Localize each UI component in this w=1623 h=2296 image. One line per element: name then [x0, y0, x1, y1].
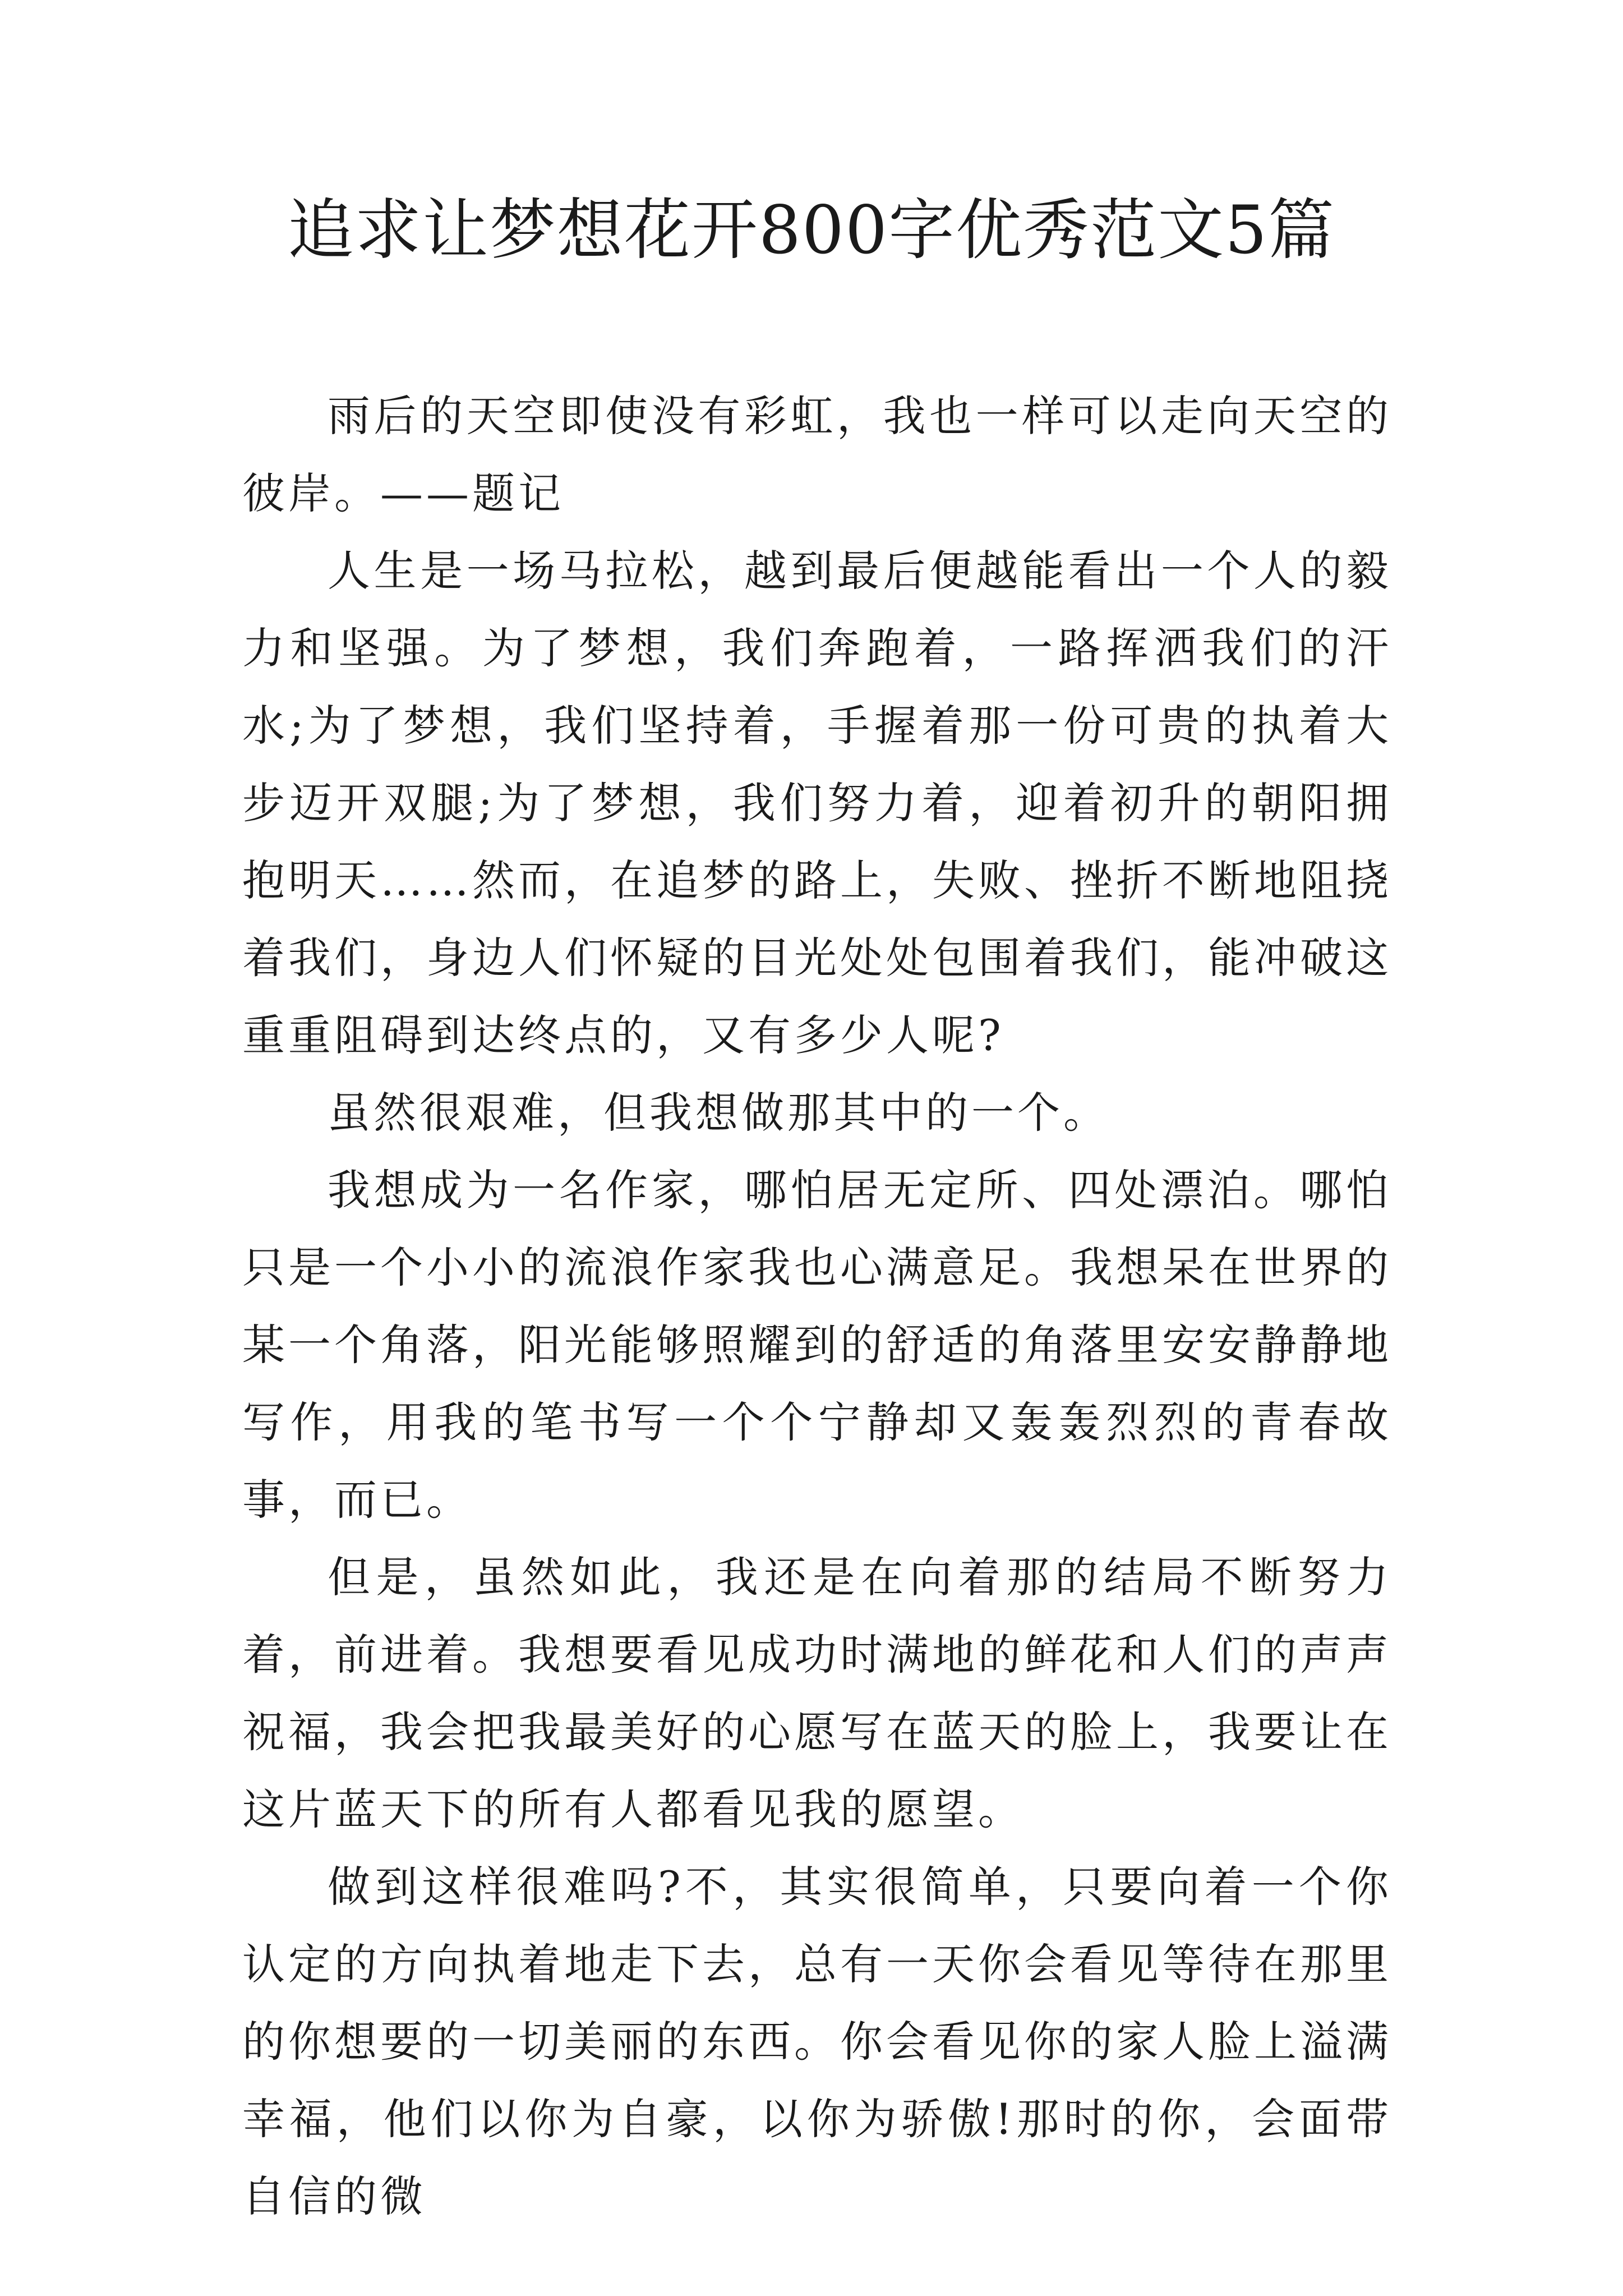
document-title: 追求让梦想花开800字优秀范文5篇	[287, 191, 1336, 269]
paragraph-resolve: 虽然很艰难，但我想做那其中的一个。	[328, 1088, 1109, 1138]
paragraph-effort: 但是，虽然如此，我还是在向着那的结局不断努力着，前进着。我想要看见成功时满地的鲜花和人们的声声祝福，我会把我最美好的心愿写在蓝天的脸上，我要让在这片蓝天下的所有人都看见我的愿望。	[242, 1552, 1392, 1834]
paragraph-writer-dream: 我想成为一名作家，哪怕居无定所、四处漂泊。哪怕只是一个小小的流浪作家我也心满意足。我想呆在世界的某一个角落，阳光能够照耀到的舒适的角落里安安静静地写作，用我的笔书写一个个宁静却又轰轰烈烈的青春故事，而已。	[242, 1165, 1392, 1525]
document-body	[242, 378, 1392, 2235]
paragraph-persistence: 做到这样很难吗?不，其实很简单，只要向着一个你认定的方向执着地走下去，总有一天你会看见等待在那里的你想要的一切美丽的东西。你会看见你的家人脸上溢满幸福，他们以你为自豪，以你为骄傲!那时的你，会面带自信的微	[242, 1862, 1392, 2221]
paragraph-epigraph: 雨后的天空即使没有彩虹，我也一样可以走向天空的彼岸。——题记	[242, 391, 1392, 518]
paragraph-marathon: 人生是一场马拉松，越到最后便越能看出一个人的毅力和坚强。为了梦想，我们奔跑着，一路挥洒我们的汗水;为了梦想，我们坚持着，手握着那一份可贵的执着大步迈开双腿;为了梦想，我们努力着，迎着初升的朝阳拥抱明天……然而，在追梦的路上，失败、挫折不断地阻挠着我们，身边人们怀疑的目光处处包围着我们，能冲破这重重阻碍到达终点的，又有多少人呢?	[242, 546, 1392, 1060]
